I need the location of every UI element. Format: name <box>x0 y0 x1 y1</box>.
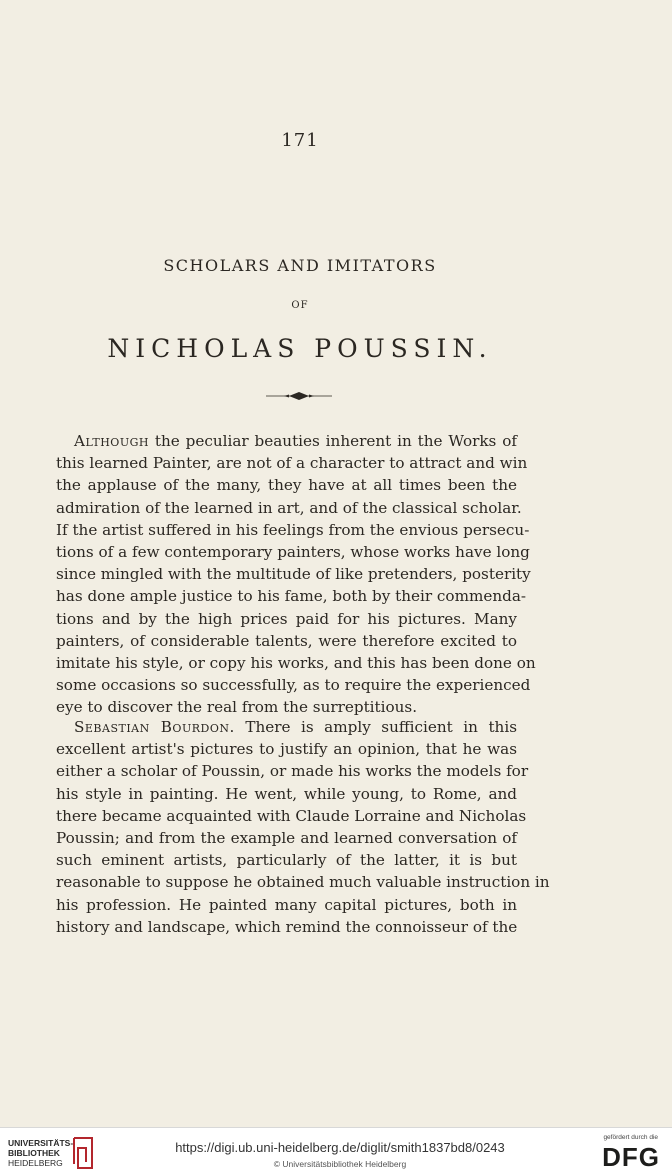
text-line: has done ample justice to his fame, both by their commenda- <box>56 587 527 606</box>
text-line: reasonable to suppose he obtained much valuable instruction in <box>56 873 550 892</box>
text-line: the applause of the many, they have at all times been the <box>56 476 517 495</box>
text-line: tions and by the high prices paid for his pictures. Many <box>56 609 517 628</box>
paragraph-2 <box>56 716 550 938</box>
text-line: eye to discover the real from the surreptitious. <box>56 698 418 717</box>
text-line: tions of a few contemporary painters, whose works have long <box>56 543 530 562</box>
text-line: either a scholar of Poussin, or made his works the models for <box>56 762 529 781</box>
text-line: excellent artist's pictures to justify an opinion, that he was <box>56 740 517 759</box>
text-line: If the artist suffered in his feelings from the envious persecu- <box>56 520 530 539</box>
text-line: this learned Painter, are not of a character to attract and win <box>56 454 528 473</box>
text-line: since mingled with the multitude of like pretenders, posterity <box>56 565 531 584</box>
text-line: admiration of the learned in art, and of the classical scholar. <box>56 498 522 517</box>
text-line: imitate his style, or copy his works, and this has been done on <box>56 654 536 673</box>
ornament-divider <box>264 390 334 402</box>
text-line: history and landscape, which remind the connoisseur of the <box>56 917 518 936</box>
text-line: Although the peculiar beauties inherent in the Works of <box>74 432 517 450</box>
paragraph-lead: Although <box>74 432 149 450</box>
dfg-logo: DFG <box>602 1142 660 1172</box>
funding-note: gefördert durch die <box>603 1134 658 1141</box>
text-line: his profession. He painted many capital pictures, both in <box>56 895 517 914</box>
text-line: some occasions so successfully, as to require the experienced <box>56 676 531 695</box>
paragraph-1 <box>56 430 536 719</box>
paragraph-lead: Sebastian Bourdon. <box>74 718 235 736</box>
text-line: Poussin; and from the example and learned conversation of <box>56 829 517 848</box>
permalink-url[interactable]: https://digi.ub.uni-heidelberg.de/diglit/smith1837bd8/0243 <box>175 1140 505 1155</box>
chapter-title-main: NICHOLAS POUSSIN. <box>107 334 493 363</box>
library-logo-text: UNIVERSITÄTS- BIBLIOTHEK HEIDELBERG <box>8 1138 74 1168</box>
page-number: 171 <box>281 130 319 151</box>
chapter-title-line1: SCHOLARS AND IMITATORS <box>163 256 437 275</box>
digitization-footer <box>0 1127 672 1176</box>
chapter-title-of: OF <box>291 300 309 311</box>
text-line: his style in painting. He went, while young, to Rome, and <box>56 784 517 803</box>
text-line: Sebastian Bourdon. There is amply sufficient in this <box>74 718 517 736</box>
text-line: such eminent artists, particularly of the latter, it is but <box>56 851 517 870</box>
copyright-notice: © Universitätsbibliothek Heidelberg <box>273 1159 407 1169</box>
text-line: there became acquainted with Claude Lorraine and Nicholas <box>56 806 527 825</box>
library-logo-icon <box>68 1134 98 1172</box>
text-line: painters, of considerable talents, were therefore excited to <box>56 631 517 650</box>
